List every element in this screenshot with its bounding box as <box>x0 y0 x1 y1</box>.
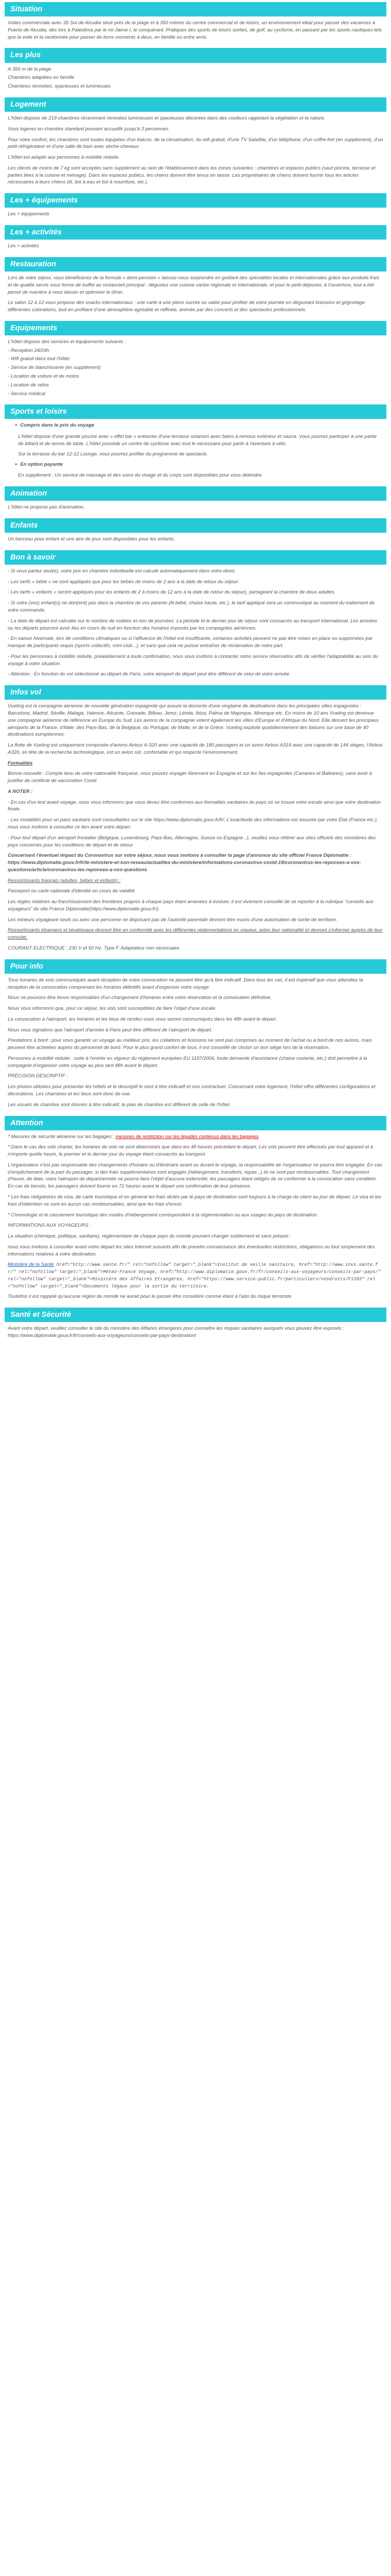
sante-section <box>5 1325 386 1340</box>
bon-text: - Si vous partez seul(e), votre prix en chambre individuelle est calculé automatiquement dans votre devis. <box>8 568 236 574</box>
infos-text: Vueling est la compagnie aérienne de nouvelle génération espagnole qui assure la desserte d'une vingtaine de destinations dans les principales villes espagnoles : Barcelone, Madrid, Séville, Malaga, Valence, Alicante, Grenade, Bilbao, Jerez, Lérida, Ibiza, Palma de Majorque, Minorque etc. En moins de 10 ans Vueling est devenue une compagnie aérienne de référence en Europe du Sud. Les avions de la compagnie volent également les villes d'Europe et d'Afrique du Nord. Elle dessert les principaux aéroports de la France, d'Italie, des Pays-Bas, de la Belgique, du Portugal, de Malte, et de la Grèce. Vueling exploite quotidiennement des liaisons sur une base de 40 destinations européennes. <box>8 703 379 738</box>
act-plus-section <box>5 243 386 250</box>
sports-included-text: L'hôtel dispose d'une grande piscine avec « effet bar » entourée d'une terrasse solarium avec bains à remous extérieur et sauna. Vous pourrez participer à une partie de billard et de tennis de table. L'hôtel possède un centre de cyclisme avec tout le nécessaire pour partir à l'aventure à vélo. <box>18 434 377 447</box>
liquids-restriction-link[interactable]: mesures de restriction sur les liquides contenus dans les bagages <box>116 1133 259 1140</box>
pour-info-text: Nous ne pouvons être tenus responsables d'un changement d'horaires entre votre réservation et la convocation définitive. <box>8 995 272 1001</box>
act-plus-text: Les + activités <box>8 243 39 249</box>
ressortissants-text: Passeport ou carte nationale d'identité en cours de validité. <box>8 888 136 894</box>
note-text: - Pour tout départ d'un aéroport frontalier (Belgique, Luxembourg, Pays-Bas, Allemagne, Suisse ou Espagne...), veuillez vous référer aux sites officiels des ministères des pays concernés pour les conditions de départ et de retour. <box>8 835 376 848</box>
section-title-bon-a-savoir: Bon à savoir <box>5 550 386 565</box>
bon-text: - En saison hivernale, lors de conditions climatiques ou si l'affluence de l'hôtel est insuffisante, certaines activités peuvent ne pas être mises en place ou supprimées par manque de participants requis (sports collectifs, mini-club...), et sans que cela ne puisse entraîner de réclamation de notre part. <box>8 636 373 649</box>
attention-text: La situation (chimique, politique, sanitaire), réglementaire de chaque pays du monde pouvant changer subitement et sans préavis : <box>8 1233 291 1240</box>
section-title-equipements: Equipements <box>5 321 386 335</box>
sports-option-text: En supplément : Un service de massage et des soins du visage et du corps sont disponibles pour vous détendre. <box>18 472 263 479</box>
animation-section <box>5 504 386 511</box>
links-code <box>8 1261 383 1290</box>
coronavirus-notice: Concernant l'éventuel impact du Coronavirus sur votre séjour, nous vous invitons à consulter la page d'annonce du site officiel France Diplomatie : https://www.diplomatie.gouv.fr/fr/le-ministere-et-son-reseau/actualites-du-ministere/informations-coronavirus-covid-19/coronavirus-les-reponses-a-vos-questions/article/coronavirus-les-reponses-a-vos-questions <box>8 853 361 873</box>
logement-text: Pour votre confort, les chambres sont toutes équipées d'un balcon, de la climatisation, du wifi gratuit, d'une TV Satellite, d'un téléphone, d'un coffre-fort (en supplément), d'un petit réfrigérateur et d'une salle de bain avec sèche-cheveux. <box>8 137 383 150</box>
equipement-item: - Location de voiture et de motos <box>8 374 79 380</box>
sante-text: Avant votre départ, veuillez consulter le site du ministère des Affaires étrangères pour connaître les risques sanitaires auxquels vous pouvez être exposés : https://www.diplomatie.gouv.fr/fr/conseils-aux-voyageurs/conseils-par-pays-destination/ <box>8 1326 345 1339</box>
bon-text: - Les tarifs « bébé » ne sont appliqués que pour les bébés de moins de 2 ans à la date de retour du séjour. <box>8 579 239 585</box>
ressortissants-text: Les règles relatives au franchissement des frontières propres à chaque pays étant amenées à évoluer, il est vivement conseillé de se reporter à la rubrique "conseils aux voyageurs" du site France Diplomatie(https://www.diplomatie.gouv.fr/). <box>8 899 373 912</box>
sports-bullet-included: ● Compris dans le prix du voyage <box>15 422 383 429</box>
bon-text: - Si votre (vos) enfant(s) ne dort(ent) pas dans la chambre de vos parents (lit bébé, chaise haute, etc.), le tarif appliqué sera un communiqué au moment du traitement de votre commande. <box>8 600 375 613</box>
restauration-text: Lors de votre séjour, vous bénéficierez de la formule « demi-pension » laissez-vous surprendre en goûtant des spécialités locales et internationales grâce aux produits frais et de qualité servis sous forme de buffet au restaurant principal : dégustez une cuisine variée régionale et internationale, et pour le petit-déjeuner, à l'ouverture, tout a été pensé de manière à vous laisser et optimiser le dîner. <box>8 275 380 295</box>
pour-info-text: Tous horaires de vols communiqués avant réception de votre convocation ne peuvent être qu'à titre indicatif. Dans tous les cas, il est impératif que vous attendiez la réception de la convocation comprenant les horaires définitifs avant d'organiser votre voyage. <box>8 977 363 990</box>
restauration-section <box>5 275 386 314</box>
formalites-title: Formalités <box>8 760 33 766</box>
precision-text: Les photos utilisées pour présenter les hôtels et le descriptif le sont à titre indicatif et non contractuel. Concernant votre logement, l'hôtel offre différentes configurations et décorations. Les chambres et les lieux sont donc de vue. <box>8 1084 376 1097</box>
section-title-infos-vol: Infos vol <box>5 685 386 700</box>
note-text: - En cas d'un test avant voyage, nous vous informons que vous devez être conformes aux formalités sanitaires du pays où se trouve votre escale ainsi que votre destination finale. <box>8 799 381 812</box>
page <box>0 2 391 1340</box>
plus-section <box>5 66 386 90</box>
sports-list-option <box>15 461 383 468</box>
pour-info-text: Nous vous signalons que l'aéroport d'arrivée à Paris peut être différent de l'aéroport de départ. <box>8 1027 213 1033</box>
infos-text: La flotte de Vueling est uniquement composée d'avions Airbus A-320 avec une capacité de 180 passagers et un avion Airbus A319 avec une capacité de 144 sièges, l'Airbus A320, en tête de la recherche technologique, est un avion sûr, confortable et qui respecte l'environnement. <box>8 742 383 755</box>
infos-vol-section <box>5 703 386 952</box>
bon-text: - La date de départ est calculée sur le nombre de nuitées et non de journées. La période et le dernier jour de séjour sont consacrés au transport international. Les arrivées ou les départs pourront avoir lieu en cours de nuit en fonction des horaires imposés par les compagnies aériennes. <box>8 618 378 631</box>
sports-bullet-option: ● En option payante <box>15 461 383 468</box>
section-title-animation: Animation <box>5 486 386 501</box>
section-title-plus: Les plus <box>5 48 386 62</box>
ressortissants-title: Ressortissants français (adultes, bébés et enfants) : <box>8 877 121 884</box>
equipement-item: - Service médical <box>8 391 45 397</box>
situation-section <box>5 20 386 41</box>
situation-text: Voiles commerciale avec 35 Sol de Alcudia situé près de la plage et à 350 mètres du centre commercial et de loisirs, un environnement idéal pour passer des vacances à Puerto de Alcudia, dès lors à Paléolima par le roi Jaime I, le conquérant. Pratiques des sports de loisirs sorties, de golf, au cyclisme, en passant par les sports nautiques tels que la voile et la randonnée pour passer de bons moments à deux, en famille ou entre amis. <box>8 20 382 40</box>
precision-text: Les visuels de chambre sont donnés à titre indicatif, le plan de chambre est différent de celle de l'hôtel. <box>8 1101 231 1108</box>
equipements-intro: L'hôtel dispose des services et équipements suivants : <box>8 338 126 345</box>
section-title-logement: Logement <box>5 97 386 112</box>
bon-text: - Les tarifs « enfants » seront appliqués pour les enfants de 2 à moins de 12 ans à la date de retour du séjour), partageant la chambre de deux adultes. <box>8 589 336 596</box>
animation-text: L'hôtel ne propose pas d'animation. <box>8 504 85 511</box>
pour-info-text: Personnes à mobilité réduite : suite à l'entrée en vigueur du règlement européen EU 1107/2006, toute demande d'assistance (chaise roulante, etc.) doit permettre à la compagnie d'organiser votre voyage au plus tard 48h avant le départ. <box>8 1055 367 1069</box>
logement-text: Vous logerez en chambre standard pouvant accueillir jusqu'à 3 personnes. <box>8 126 170 132</box>
equip-plus-section <box>5 211 386 218</box>
attention-text: Toutefois il est rappelé qu'aucune région du monde ne aurait pour le passer être considéré comme étant à l'abri du risque terroriste. <box>8 1294 293 1300</box>
attention-intro: * Mesures de sécurité aérienne sur les bagages : <box>8 1133 115 1140</box>
section-title-sante: Santé et Sécurité <box>5 1308 386 1322</box>
restauration-text: Le salon 12 à 12 vous propose des snacks internationaux : une carte à une pièce sucrée ou salée pour profiter de votre journée en dégustant boissons et grignotage différentes colorations, tout en profitant d'une atmosphère agréable et raffinée, animée par des concerts et des spectacles professionnels. <box>8 300 365 313</box>
equipement-item: - Service de blanchisserie (en supplément) <box>8 365 101 371</box>
plus-line: Chambres adaptées en famille <box>8 75 74 81</box>
attention-section <box>5 1133 386 1301</box>
pour-info-text: Nous vous informons que, pour ce séjour, les vols sont susceptibles de faire l'objet d'une escale. <box>8 1006 217 1012</box>
equipements-section <box>5 338 386 397</box>
info-voyageurs-title: INFORMATIONS AUX VOYAGEURS : <box>8 1223 91 1229</box>
precision-title: PRÉCISION DESCRIPTIF : <box>8 1073 68 1079</box>
sports-list <box>15 422 383 429</box>
logement-section <box>5 115 386 186</box>
sports-included-text-2: Sur la terrasse du bar 12-12 Lounge, vous pourrez profiter du programme de spectacle. <box>18 451 208 457</box>
attention-text: * Les frais obligatoires de visa, de carte touristique et en général les frais dictés par le pays de destination sont toujours à la charge du client au jour de départ. Le visa et les frais d'obtention ne sont en aucun cas remboursables, ainsi que les frais d'envoi. <box>8 1194 382 1207</box>
section-title-attention: Attention <box>5 1116 386 1130</box>
section-title-restauration: Restauration <box>5 257 386 272</box>
attention-text: L'organisateur n'est pas responsable des changements d'horaire ou d'itinéraire avant ou durant le voyage, la responsabilité de l'organisateur ne pourra être engagée. En cas d'empêchement de la part du passager, si des frais supplémentaires sont engagés (hébergement, transferts, repas...) ils ne sont pas remboursables. Tout changement d'heure, de date, voire l'aéroport de départ/arrivée ne pourra faire l'objet d'aucune indemnité, les passagers étant obligés de se conformer à la convocation sans condition. En cas de besoin, les passagers doivent fournir en 72 heures avant le départ une confirmation de leur présence. <box>8 1162 382 1190</box>
equipement-item: - Location de vélos <box>8 382 49 388</box>
sports-section <box>5 422 386 479</box>
ministere-sante-link[interactable]: Ministère de la Santé <box>8 1262 54 1268</box>
ressortissants-text: Les mineurs voyageant seuls ou avec une personne ne disposant pas de l'autorité parentale devront être munis d'une autorisation de sortie de territoire. <box>8 917 337 923</box>
section-title-enfants: Enfants <box>5 518 386 533</box>
equipement-item: - Réception 24/24h <box>8 347 50 353</box>
note-text: - Les modalités pour un pass sanitaire sont consultables sur le site https://www.diplomatie.gouv.fr/fr/. L'exactitude des informations est assurée par votre État (France etc.), nous vous invitons à consulter ce lien avant votre départ. <box>8 817 378 830</box>
bon-text: - Attention : En fonction du vol sélectionné au départ de Paris, votre aéroport de départ peut être différent de celui de votre arrivée. <box>8 671 291 677</box>
section-title-sports: Sports et loisirs <box>5 404 386 419</box>
bon-section <box>5 568 386 678</box>
enfants-text: Un berceau pour enfant et une aire de jeux sont disponibles pour les enfants. <box>8 536 175 543</box>
pour-info-text: Prestations à bord : pour vous garantir un voyage au meilleur prix, les collations et boissons ne sont pas comprises au moment de l'achat ou à bord de nos avions, mais peuvent être achetées auprès du personnel de bord. Pour le plus grand confort de tous, il est conseillé de choisir un bon siège lors de la réservation. <box>8 1038 372 1051</box>
section-title-pour-info: Pour info <box>5 959 386 974</box>
etrangers-text: Ressortissants étrangers et binationaux devront être en conformité avec les différentes réglementations en vigueur, selon leur nationalité et devront s'informer auprès de leur consulat. <box>8 927 383 941</box>
plus-line: A 350 m de la plage <box>8 66 52 72</box>
attention-text: nous vous invitons à consulter avant votre départ les sites Internet suivants afin de prendre connaissance des éventuelles restrictions, obligations ou tout simplement des informations relatives à votre destination. <box>8 1244 375 1257</box>
pour-info-text: La convocation à l'aéroport, les horaires et les lieux de rendez-vous vous seront communiqués dans les 48h avant le départ. <box>8 1016 277 1022</box>
enfants-section <box>5 536 386 543</box>
section-title-equip-plus: Les + équipements <box>5 193 386 208</box>
section-title-situation: Situation <box>5 2 386 16</box>
logement-text: Les clients de moins de 7 kg sont acceptés sans supplément au sein de l'établissement dans les zones suivantes : chambres et espaces publics (sauf piscine, terrasse et parties liées à la cuisine et ménage). Dans les espaces publics, les chiens doivent être tenus en laisse. Les propriétaires de chiens doivent fournir tous les articles nécessaires à leurs chiens (lit, bol à eau et bol à nourriture, etc.). <box>8 165 376 185</box>
attention-text: * Chronologie et le classement touristique des modes d'hébergement correspondent à la réglementation ou aux usages du pays de destination. <box>8 1212 318 1218</box>
links-code-text: href="http://www.sante.fr/" rel="nofollow" target="_blank">Institut de veille sanitaire, href="http://www.invs.sante.fr/" rel="nofollow" target="_blank">Météo-France Voyage, href="http://www.diplomatie.gouv.fr/fr/conseils-aux-voyageurs/conseils-par-pays/" rel="nofollow" target="_blank">Ministère des Affaires Etrangères, href="https://www.service-public.fr/particuliers/vosdroits/F1203" rel="nofollow" target="_blank">Documents légaux pour la sortie du territoire. <box>8 1262 381 1289</box>
pour-info-section <box>5 977 386 1109</box>
equip-plus-text: Les + équipements <box>8 211 50 217</box>
plus-line: Chambres rénovées, spacieuses et lumineuses <box>8 83 111 90</box>
attention-text: * Dans le cas des vols charter, les horaires de vols ne sont déterminés que dans les 48 heures précédant le départ. Les vols peuvent être effectués par tout appareil et à n'importe quelle heure, le premier et le dernier jour du voyage étant consacrés au transport. <box>8 1144 373 1158</box>
equipement-item: - Wifi gratuit dans tout l'hôtel <box>8 356 70 362</box>
logement-text: L'hôtel est adapté aux personnes à mobilité réduite. <box>8 155 120 161</box>
note-title: A NOTER : <box>8 788 33 794</box>
courant-text: COURANT ELECTRIQUE : 230 V et 50 Hz. Type F. Adaptateur non nécessaire. <box>8 945 181 951</box>
logement-text: L'hôtel dispose de 219 chambres récemment rénovées lumineuses et spacieuses décorées dans des couleurs rappelant la végétation et la nature. <box>8 115 325 121</box>
attention-text <box>8 1133 383 1141</box>
bon-text: - Pour les personnes à mobilité réduite, préalablement à toute confirmation, nous vous invitons à contacter notre service réservation afin de vérifier l'adaptabilité au sein du voyage à votre situation. <box>8 653 378 667</box>
section-title-act-plus: Les + activités <box>5 225 386 240</box>
formalites-text: Bonne nouvelle : Compte tenu de votre nationalité française, vous pouvez voyager librement en Espagne et sur les îles espagnoles (Canaries et Baléares), sans avoir à justifier de certificat de vaccination Covid. <box>8 771 372 784</box>
